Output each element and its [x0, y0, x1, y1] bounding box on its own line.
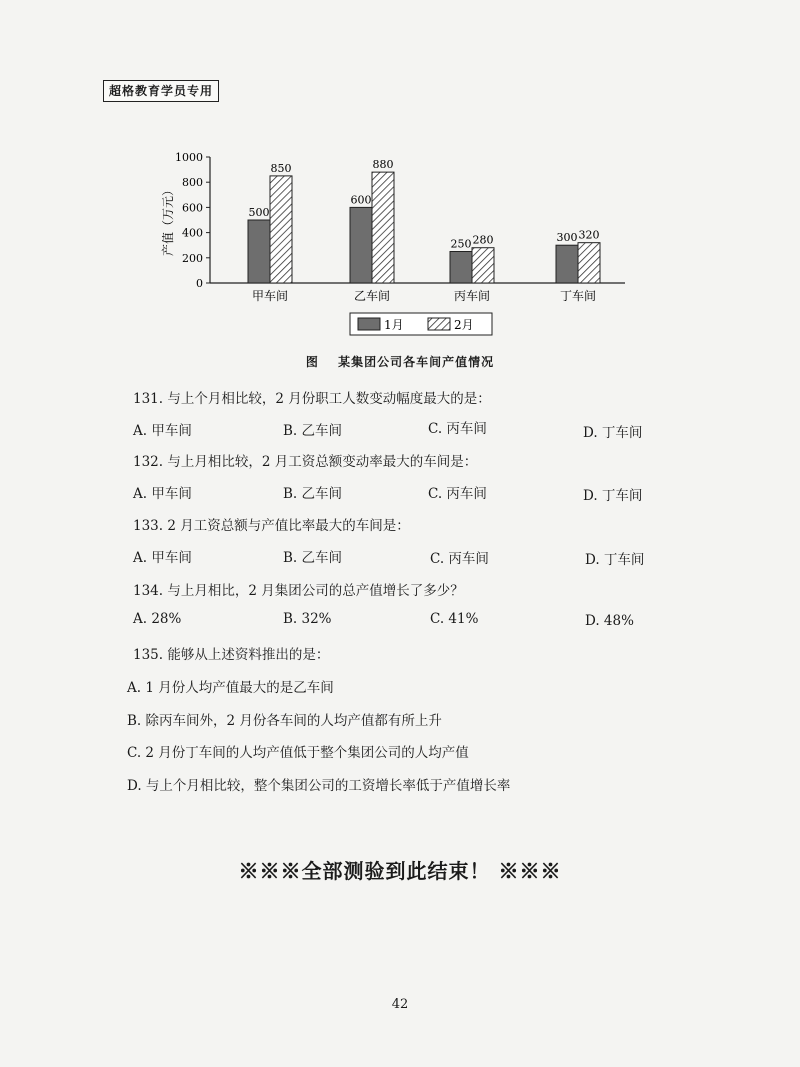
data-label: 300 — [556, 231, 578, 245]
header-stamp: 超格教育学员专用 — [103, 80, 219, 102]
y-tick-label: 1000 — [175, 151, 203, 164]
y-tick-label: 200 — [182, 251, 203, 265]
option-a: A. 甲车间 — [133, 550, 192, 566]
option-b: B. 乙车间 — [283, 423, 343, 439]
legend-swatch — [358, 318, 380, 330]
data-label: 250 — [450, 237, 472, 251]
option-d: D. 丁车间 — [583, 488, 643, 504]
y-axis-label: 产值（万元） — [161, 183, 175, 257]
legend-label: 1月 — [384, 318, 404, 332]
data-label: 320 — [578, 228, 600, 242]
option-a: A. 1 月份人均产值最大的是乙车间 — [127, 680, 334, 696]
data-label: 880 — [372, 158, 394, 172]
option-d: D. 48% — [585, 613, 634, 629]
question-stem: 134. 与上月相比，2 月集团公司的总产值增长了多少？ — [133, 583, 464, 599]
option-b: B. 32% — [283, 611, 332, 627]
y-tick-label: 400 — [182, 226, 203, 240]
y-tick-label: 800 — [182, 176, 203, 190]
bar — [472, 248, 494, 283]
chart-caption — [0, 353, 800, 370]
x-tick-label: 丁车间 — [559, 289, 597, 303]
page-number: 42 — [391, 997, 409, 1012]
caption-prefix: 图 — [305, 355, 319, 369]
option-a: A. 28% — [133, 611, 182, 627]
caption-title: 某集团公司各车间产值情况 — [338, 355, 495, 369]
question-stem: 131. 与上个月相比较，2 月份职工人数变动幅度最大的是： — [133, 391, 491, 407]
bar — [248, 220, 270, 283]
bar — [578, 243, 600, 283]
test-end-notice: ※※※全部测验到此结束！ ※※※ — [238, 859, 562, 883]
data-label: 280 — [472, 233, 494, 247]
option-c: C. 丙车间 — [430, 551, 489, 567]
data-label: 600 — [350, 193, 372, 207]
option-b: B. 乙车间 — [283, 486, 343, 502]
option-d: D. 丁车间 — [583, 425, 643, 441]
option-d: D. 与上个月相比较，整个集团公司的工资增长率低于产值增长率 — [127, 778, 511, 794]
bar — [350, 207, 372, 283]
bar — [556, 245, 578, 283]
question-stem: 133. 2 月工资总额与产值比率最大的车间是： — [133, 518, 410, 534]
legend-label: 2月 — [454, 318, 474, 332]
bar — [372, 172, 394, 283]
question-stem: 132. 与上月相比较，2 月工资总额变动率最大的车间是： — [133, 454, 478, 470]
option-c: C. 2 月份丁车间的人均产值低于整个集团公司的人均产值 — [127, 745, 469, 761]
option-c: C. 丙车间 — [428, 486, 487, 502]
x-tick-label: 乙车间 — [353, 289, 391, 303]
option-c: C. 丙车间 — [428, 421, 487, 437]
option-d: D. 丁车间 — [585, 552, 645, 568]
bar — [450, 252, 472, 284]
question-stem: 135. 能够从上述资料推出的是： — [133, 647, 330, 663]
x-tick-label: 丙车间 — [453, 289, 491, 303]
option-a: A. 甲车间 — [133, 486, 192, 502]
data-label: 850 — [270, 161, 292, 175]
x-tick-label: 甲车间 — [251, 289, 289, 303]
y-tick-label: 0 — [196, 277, 203, 290]
option-a: A. 甲车间 — [133, 423, 192, 439]
option-b: B. 除丙车间外，2 月份各车间的人均产值都有所上升 — [127, 713, 442, 729]
bar-chart — [150, 140, 650, 350]
data-label: 500 — [248, 206, 270, 219]
y-tick-label: 600 — [182, 201, 203, 215]
option-b: B. 乙车间 — [283, 550, 343, 566]
option-c: C. 41% — [430, 611, 479, 627]
bar — [270, 176, 292, 283]
legend-swatch — [428, 318, 450, 330]
